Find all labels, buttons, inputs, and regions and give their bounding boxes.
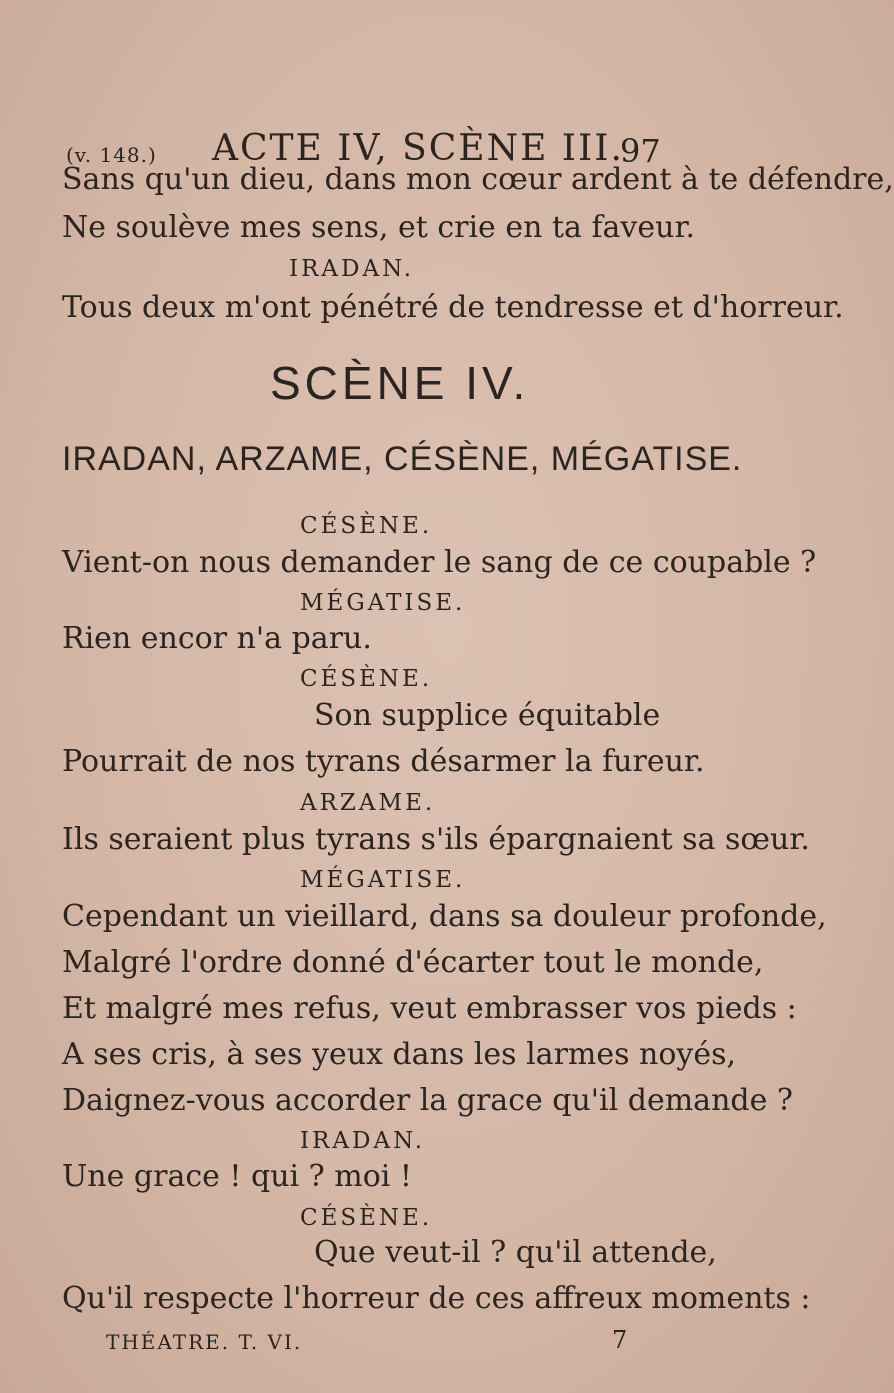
verse-line: Une grace ! qui ? moi ! — [62, 1159, 412, 1194]
speaker-name: IRADAN. — [300, 1128, 426, 1154]
verse-line: Cependant un vieillard, dans sa douleur profonde, — [62, 899, 827, 934]
speaker-name: MÉGATISE. — [300, 867, 466, 893]
verse-reference: (v. 148.) — [66, 143, 157, 167]
verse-line: Ne soulève mes sens, et crie en ta faveur. — [62, 210, 696, 245]
scene-title: SCÈNE IV. — [270, 357, 530, 409]
verse-line: Daignez-vous accorder la grace qu'il demande ? — [62, 1083, 793, 1118]
verse-line: Ils seraient plus tyrans s'ils épargnaient sa sœur. — [62, 822, 810, 857]
speaker-name: CÉSÈNE. — [300, 513, 433, 539]
verse-line: Malgré l'ordre donné d'écarter tout le monde, — [62, 945, 764, 980]
speaker-name: IRADAN. — [289, 256, 415, 282]
verse-line: Sans qu'un dieu, dans mon cœur ardent à te défendre, — [62, 162, 894, 197]
verse-line: Que veut-il ? qu'il attende, — [314, 1235, 717, 1270]
verse-line: Vient-on nous demander le sang de ce coupable ? — [62, 545, 817, 580]
page-number: 97 — [620, 132, 661, 170]
speaker-name: CÉSÈNE. — [300, 1205, 433, 1231]
footer-imprint: THÉATRE. T. VI. — [106, 1330, 303, 1354]
speaker-name: MÉGATISE. — [300, 590, 466, 616]
running-header-title: ACTE IV, SCÈNE III. — [212, 128, 624, 169]
signature-mark: 7 — [612, 1326, 628, 1354]
speaker-name: CÉSÈNE. — [300, 666, 433, 692]
verse-line: Qu'il respecte l'horreur de ces affreux moments : — [62, 1281, 811, 1316]
verse-line: Rien encor n'a paru. — [62, 621, 372, 656]
scene-cast-list: IRADAN, ARZAME, CÉSÈNE, MÉGATISE. — [62, 440, 743, 478]
verse-line: Tous deux m'ont pénétré de tendresse et d'horreur. — [62, 290, 844, 325]
verse-line: A ses cris, à ses yeux dans les larmes noyés, — [62, 1037, 737, 1072]
speaker-name: ARZAME. — [300, 790, 436, 816]
verse-line: Pourrait de nos tyrans désarmer la fureur. — [62, 744, 705, 779]
verse-line: Son supplice équitable — [314, 698, 661, 733]
verse-line: Et malgré mes refus, veut embrasser vos pieds : — [62, 991, 797, 1026]
